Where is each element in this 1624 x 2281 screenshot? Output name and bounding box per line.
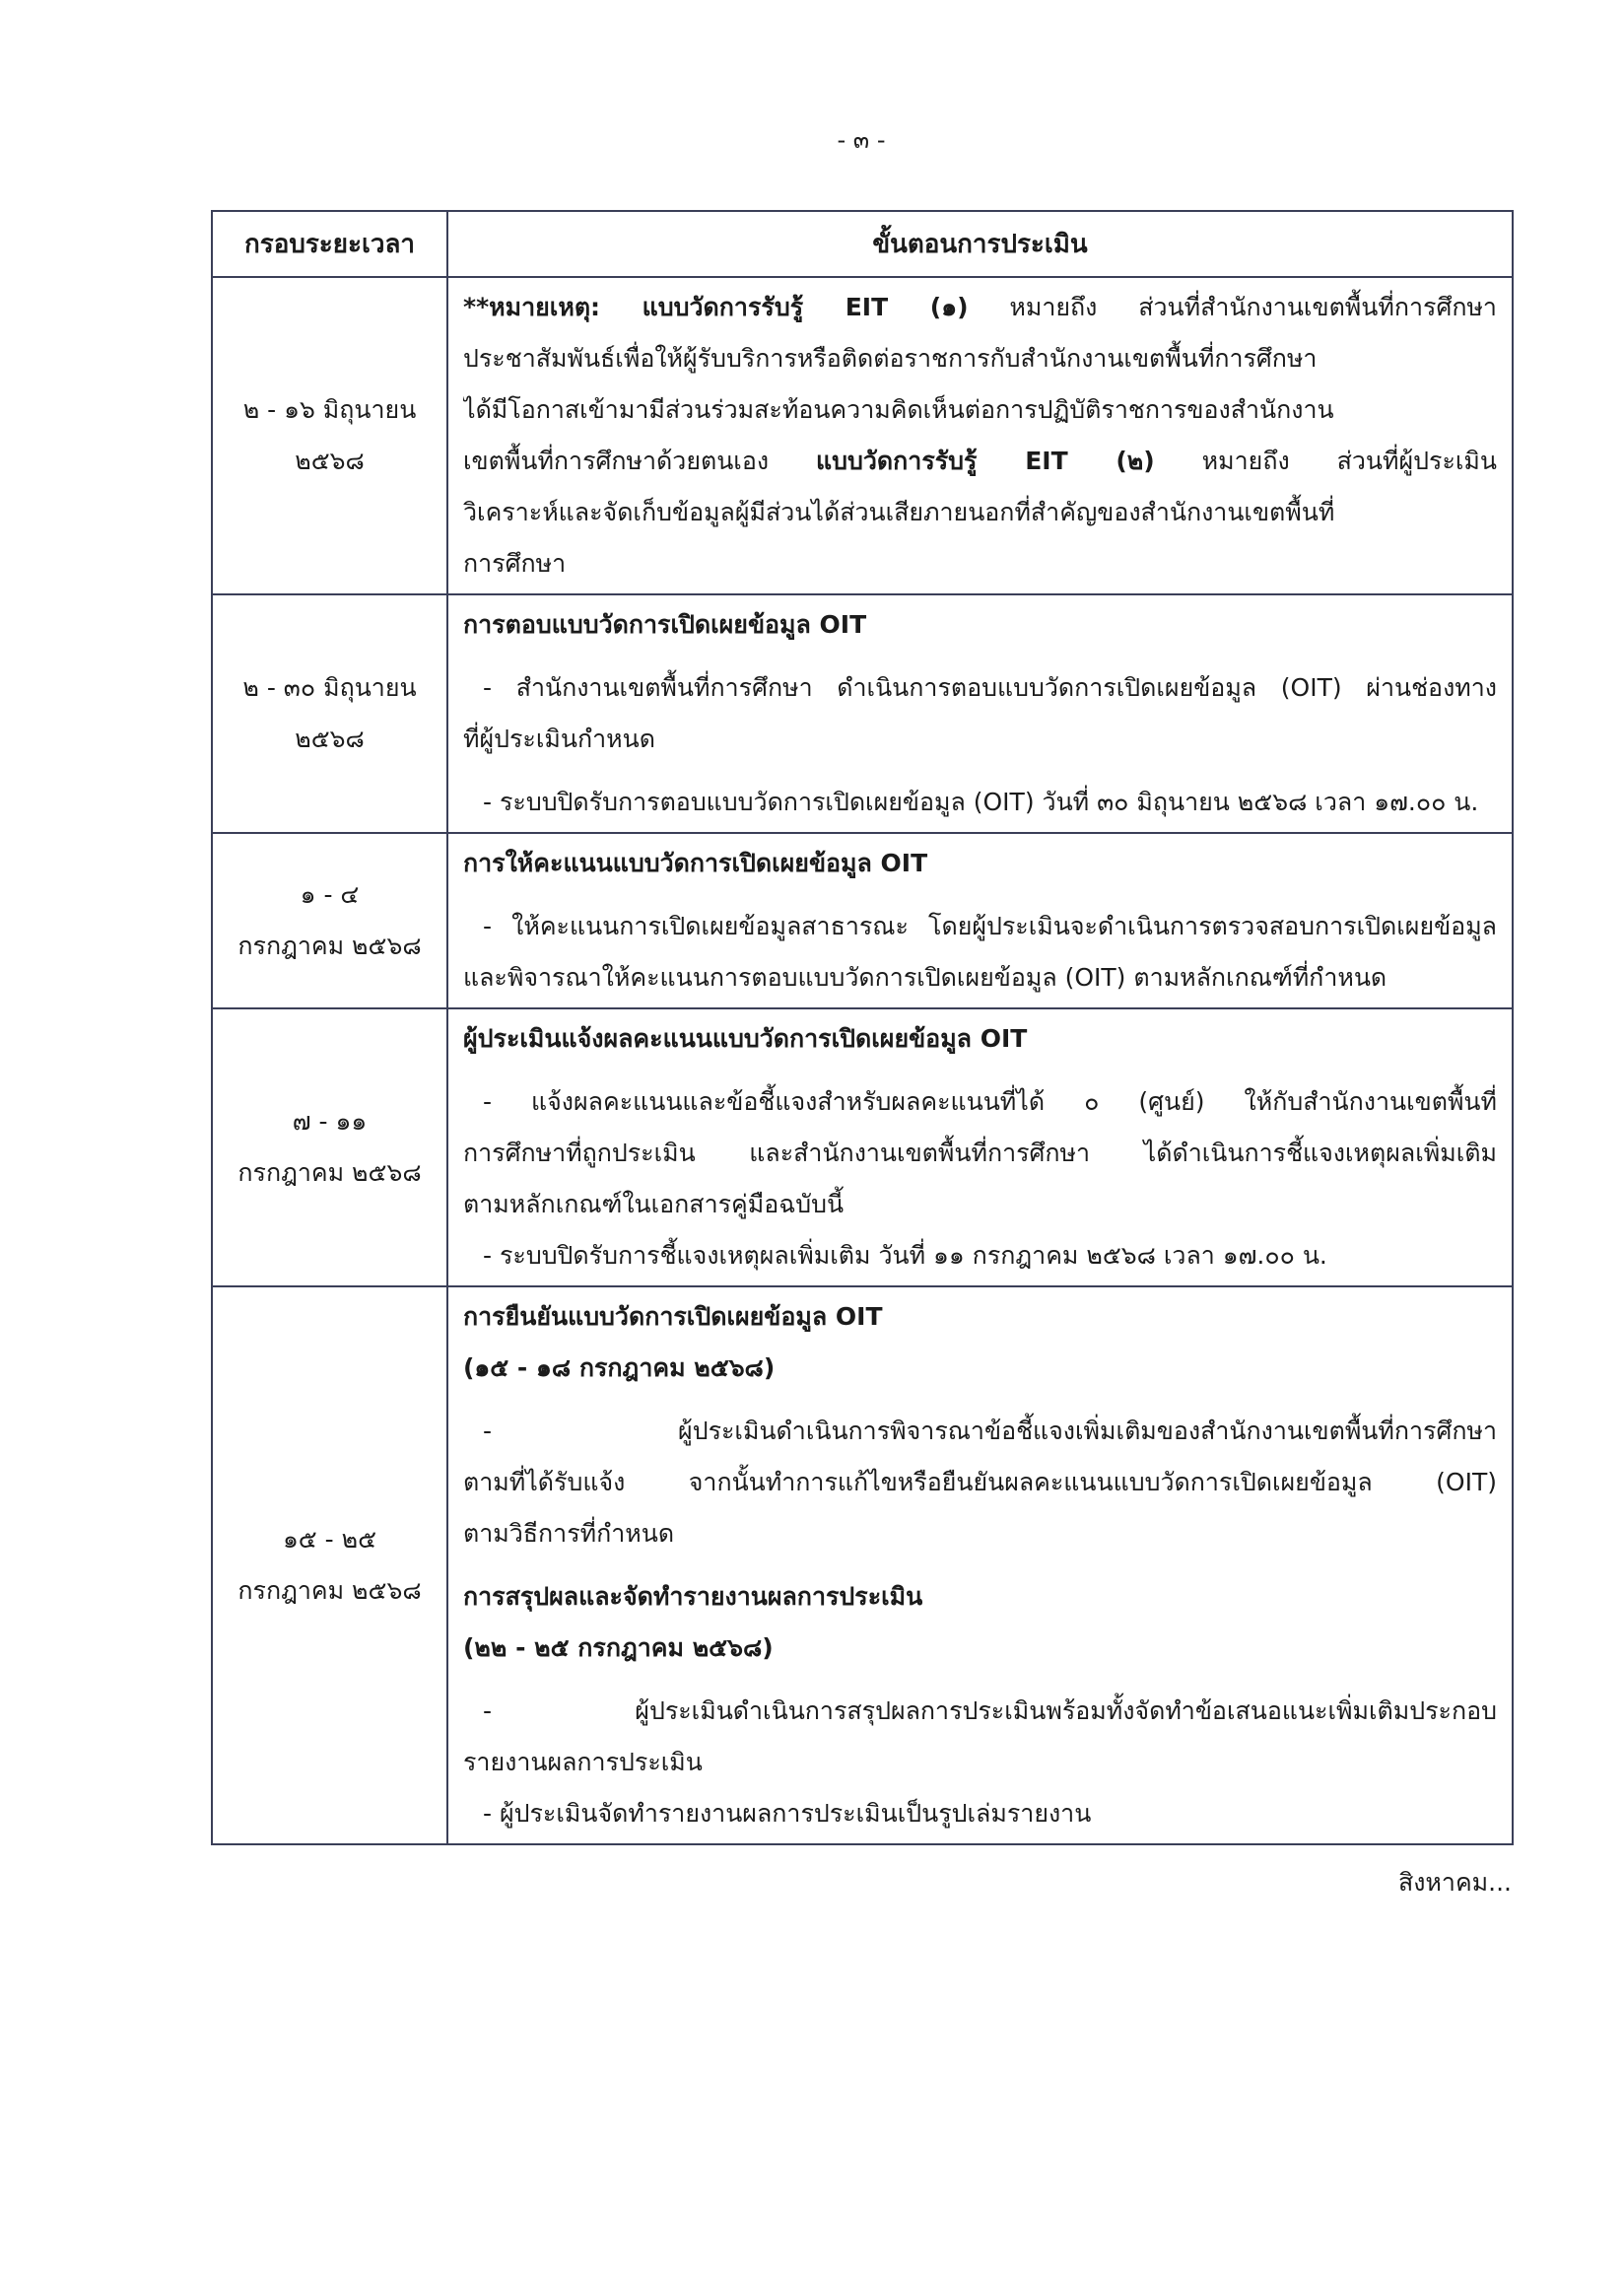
step-heading: การสรุปผลและจัดทำรายงานผลการประเมิน <box>463 1582 923 1611</box>
steps-cell <box>447 594 1513 833</box>
step-period: (๒๒ - ๒๕ กรกฎาคม ๒๕๖๘) <box>463 1633 774 1662</box>
header-steps: ขั้นตอนการประเมิน <box>447 211 1513 277</box>
timeframe-cell <box>212 277 447 594</box>
step-line: - ให้คะแนนการเปิดเผยข้อมูลสาธารณะ โดยผู้ประเมินจะดำเนินการตรวจสอบการเปิดเผยข้อมูล <box>483 912 1497 940</box>
table-header-row <box>212 211 1513 277</box>
step-line: ตามที่ได้รับแจ้ง จากนั้นทำการแก้ไขหรือยืนยันผลคะแนนแบบวัดการเปิดเผยข้อมูล (OIT) <box>463 1468 1497 1496</box>
note-line <box>463 436 1497 487</box>
steps-cell <box>447 1008 1513 1286</box>
note-line <box>463 282 1497 333</box>
step-heading: การยืนยันแบบวัดการเปิดเผยข้อมูล OIT <box>463 1302 883 1331</box>
timeframe-line: กรกฎาคม ๒๕๖๘ <box>237 932 422 960</box>
timeframe-cell <box>212 1286 447 1844</box>
step-heading: การตอบแบบวัดการเปิดเผยข้อมูล OIT <box>463 610 867 639</box>
step-line: และพิจารณาให้คะแนนการตอบแบบวัดการเปิดเผยข้อมูล (OIT) ตามหลักเกณฑ์ที่กำหนด <box>463 963 1387 992</box>
note-line: การศึกษา <box>463 549 567 578</box>
step-line: ที่ผู้ประเมินกำหนด <box>463 725 655 753</box>
steps-cell <box>447 1286 1513 1844</box>
steps-cell <box>447 277 1513 594</box>
step-line: - สำนักงานเขตพื้นที่การศึกษา ดำเนินการตอบแบบวัดการเปิดเผยข้อมูล (OIT) ผ่านช่องทาง <box>483 673 1497 702</box>
table-row <box>212 594 1513 833</box>
step-line: - ผู้ประเมินจัดทำรายงานผลการประเมินเป็นรูปเล่มรายงาน <box>483 1799 1092 1828</box>
table-row <box>212 277 1513 594</box>
note-bold: แบบวัดการรับรู้ EIT (๒) <box>816 447 1155 475</box>
table-row <box>212 1286 1513 1844</box>
note-text: หมายถึง ส่วนที่สำนักงานเขตพื้นที่การศึกษา <box>1009 293 1497 321</box>
table-row <box>212 833 1513 1008</box>
timeframe-line: กรกฎาคม ๒๕๖๘ <box>237 1158 422 1187</box>
step-line: - ผู้ประเมินดำเนินการพิจารณาข้อชี้แจงเพิ่มเติมของสำนักงานเขตพื้นที่การศึกษา <box>483 1417 1497 1445</box>
note-line: วิเคราะห์และจัดเก็บข้อมูลผู้มีส่วนได้ส่วนเสียภายนอกที่สำคัญของสำนักงานเขตพื้นที่ <box>463 498 1335 526</box>
timeframe-line: ๑ - ๔ <box>300 880 360 909</box>
step-line: ตามวิธีการที่กำหนด <box>463 1519 675 1548</box>
step-period: (๑๕ - ๑๘ กรกฎาคม ๒๕๖๘) <box>463 1353 776 1382</box>
step-line: - ผู้ประเมินดำเนินการสรุปผลการประเมินพร้อมทั้งจัดทำข้อเสนอแนะเพิ่มเติมประกอบ <box>483 1696 1497 1725</box>
steps-cell <box>447 833 1513 1008</box>
step-heading: การให้คะแนนแบบวัดการเปิดเผยข้อมูล OIT <box>463 849 928 877</box>
timeframe-cell <box>212 1008 447 1286</box>
evaluation-schedule-table <box>211 210 1514 1845</box>
timeframe-cell <box>212 833 447 1008</box>
timeframe-line: ๗ - ๑๑ <box>292 1107 368 1136</box>
note-text: เขตพื้นที่การศึกษาด้วยตนเอง <box>463 447 770 475</box>
continuation-word: สิงหาคม... <box>1397 1868 1512 1897</box>
note-line: ได้มีโอกาสเข้ามามีส่วนร่วมสะท้อนความคิดเห็นต่อการปฏิบัติราชการของสำนักงาน <box>463 395 1334 424</box>
timeframe-line: ๒ - ๑๖ มิถุนายน <box>242 395 417 424</box>
step-line: รายงานผลการประเมิน <box>463 1748 703 1776</box>
note-bold: **หมายเหตุ: แบบวัดการรับรู้ EIT (๑) <box>463 293 969 321</box>
timeframe-line: ๒๕๖๘ <box>295 725 365 753</box>
step-line: - แจ้งผลคะแนนและข้อชี้แจงสำหรับผลคะแนนที่ได้ ๐ (ศูนย์) ให้กับสำนักงานเขตพื้นที่ <box>483 1087 1497 1116</box>
step-line: - ระบบปิดรับการชี้แจงเหตุผลเพิ่มเติม วันที่ ๑๑ กรกฎาคม ๒๕๖๘ เวลา ๑๗.๐๐ น. <box>483 1241 1327 1270</box>
timeframe-line: ๒๕๖๘ <box>295 447 365 475</box>
step-line: การศึกษาที่ถูกประเมิน และสำนักงานเขตพื้นที่การศึกษา ได้ดำเนินการชี้แจงเหตุผลเพิ่มเติม <box>463 1139 1497 1167</box>
timeframe-line: กรกฎาคม ๒๕๖๘ <box>237 1576 422 1605</box>
table-row <box>212 1008 1513 1286</box>
note-line: ประชาสัมพันธ์เพื่อให้ผู้รับบริการหรือติดต่อราชการกับสำนักงานเขตพื้นที่การศึกษา <box>463 344 1318 373</box>
step-heading: ผู้ประเมินแจ้งผลคะแนนแบบวัดการเปิดเผยข้อมูล OIT <box>463 1024 1028 1053</box>
note-text: หมายถึง ส่วนที่ผู้ประเมิน <box>1201 447 1497 475</box>
timeframe-line: ๒ - ๓๐ มิถุนายน <box>242 673 417 702</box>
timeframe-line: ๑๕ - ๒๕ <box>282 1525 377 1554</box>
header-timeframe: กรอบระยะเวลา <box>212 211 447 277</box>
timeframe-cell <box>212 594 447 833</box>
step-line: - ระบบปิดรับการตอบแบบวัดการเปิดเผยข้อมูล (OIT) วันที่ ๓๐ มิถุนายน ๒๕๖๘ เวลา ๑๗.๐๐ น. <box>483 788 1479 816</box>
step-line: ตามหลักเกณฑ์ในเอกสารคู่มือฉบับนี้ <box>463 1190 845 1218</box>
page-number: - ๓ - <box>837 126 886 154</box>
